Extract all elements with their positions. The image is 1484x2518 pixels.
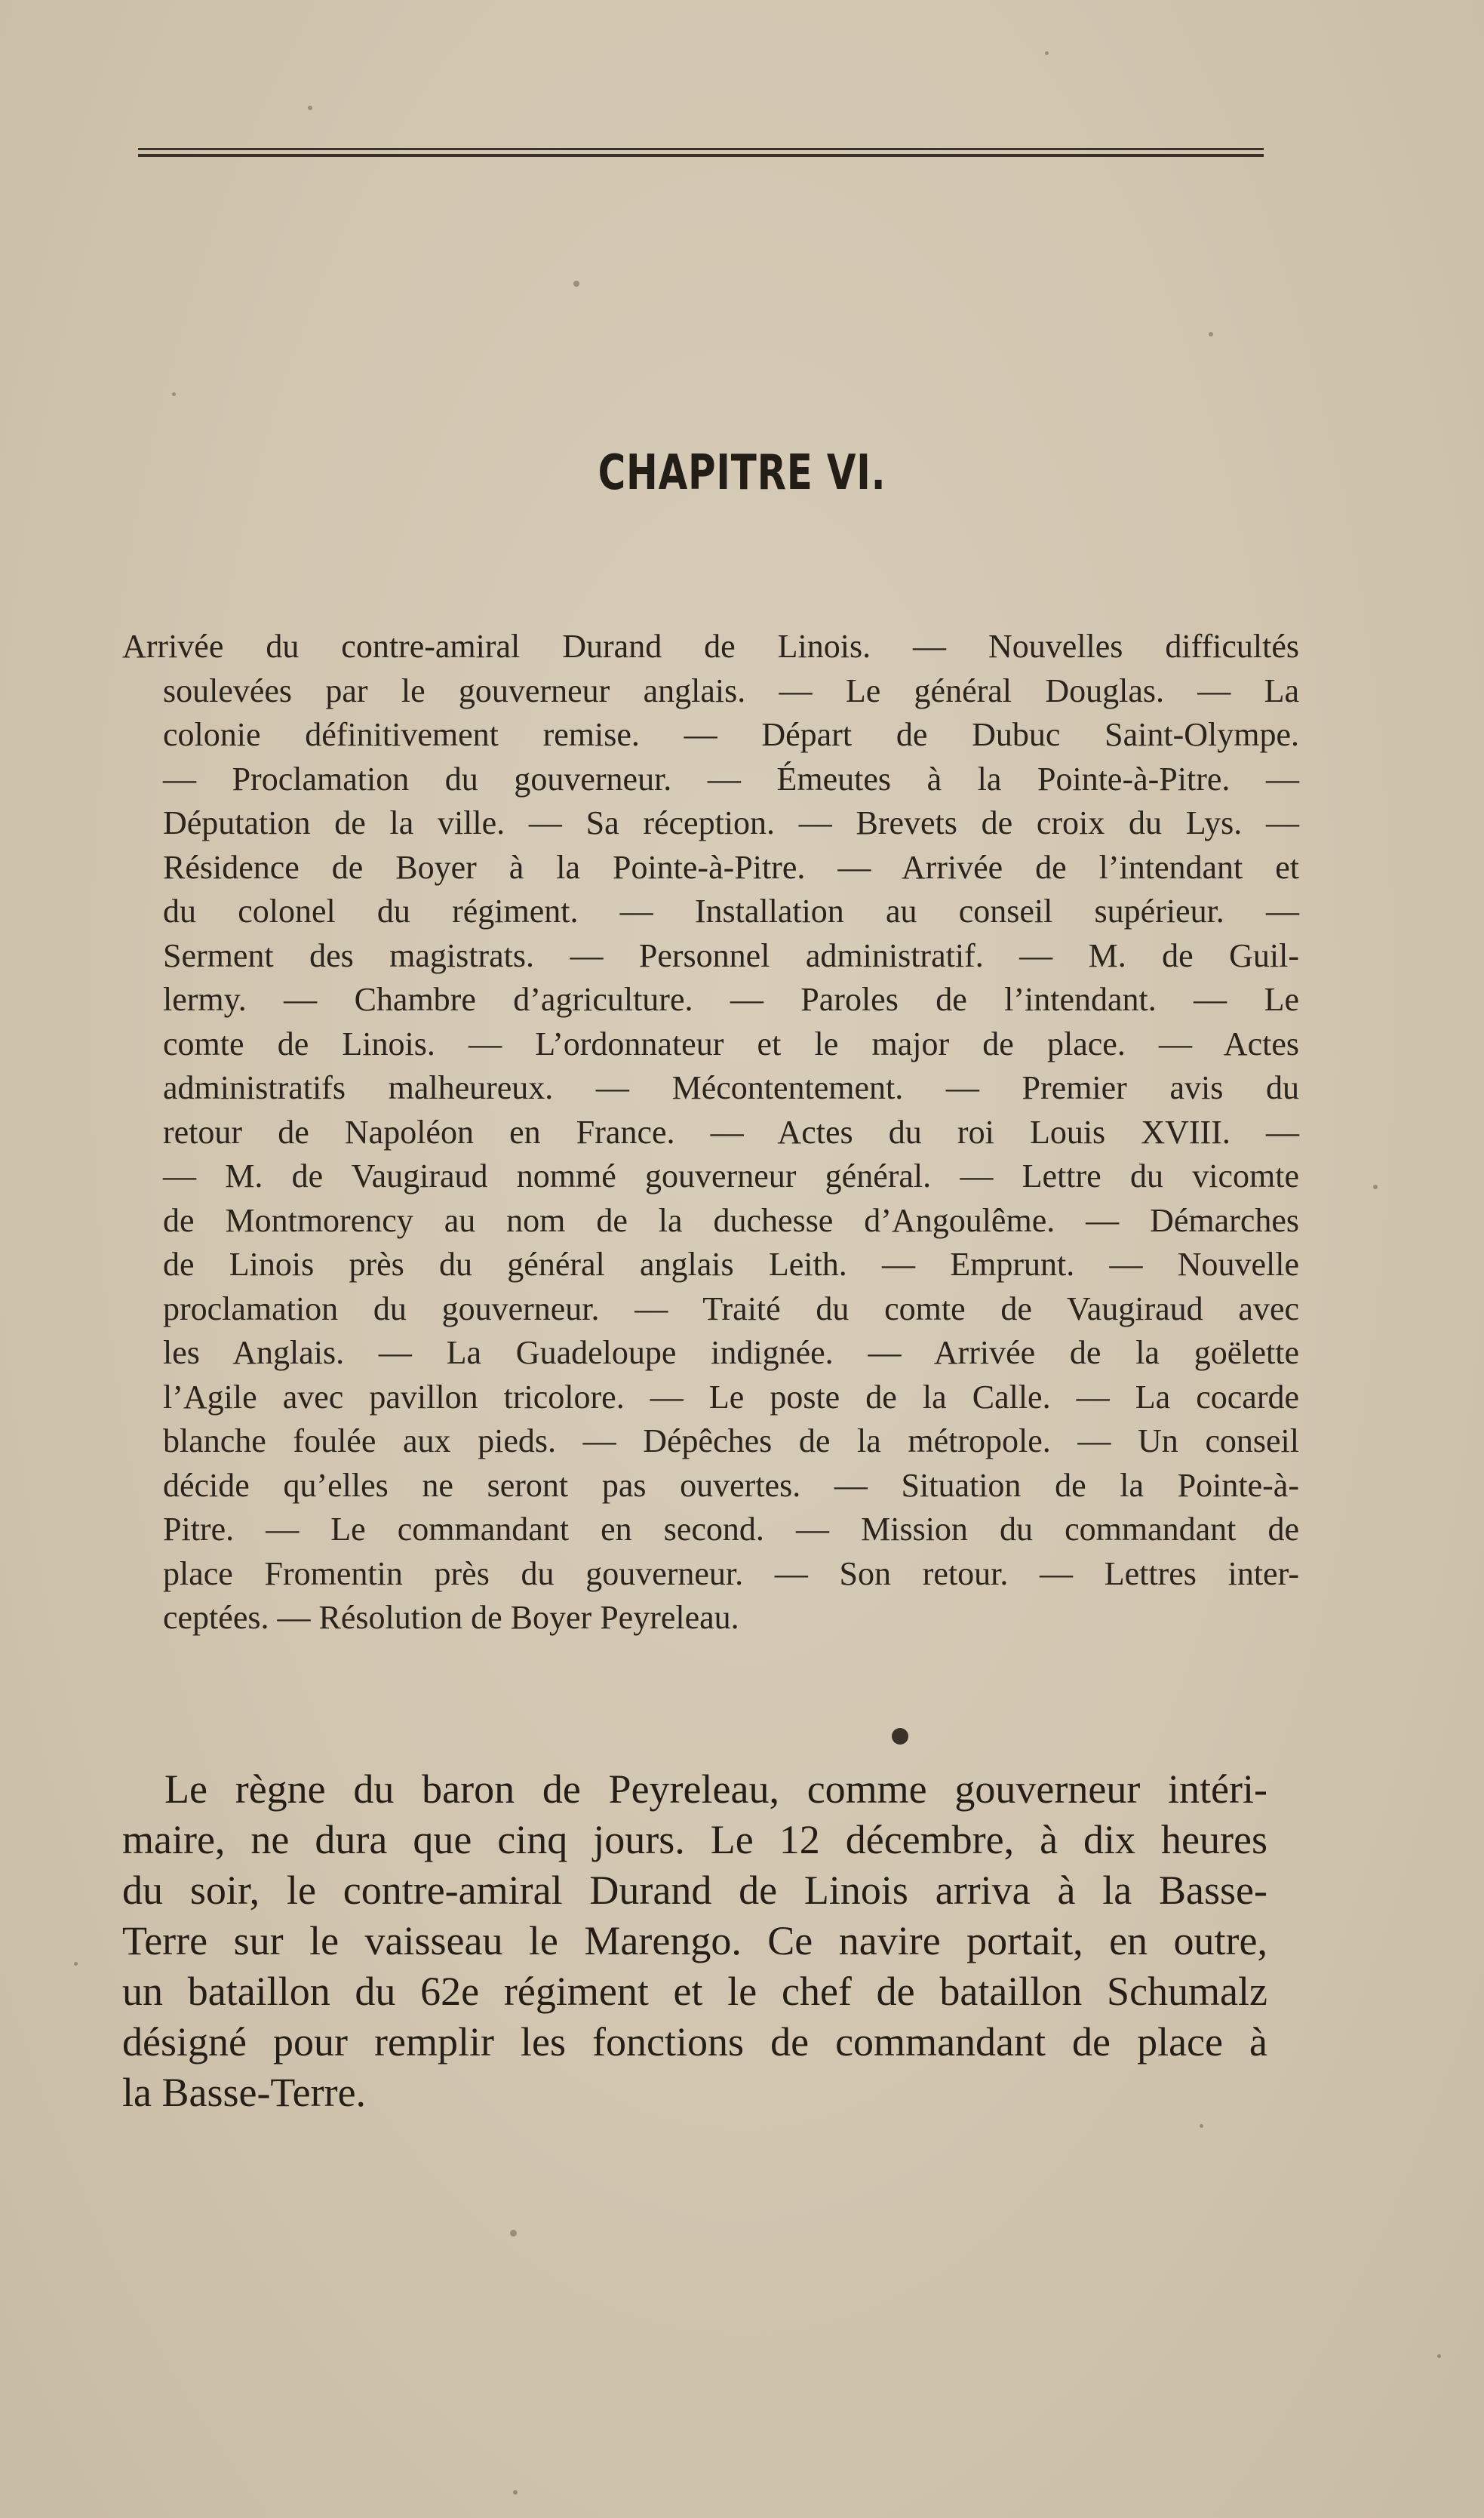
paper-speck [1373,1185,1378,1189]
paper-speck [1045,51,1049,55]
summary-line: Pitre. — Le commandant en second. — Mission du commandant de [163,1511,1299,1548]
summary-line: administratifs malheureux. — Mécontentement. — Premier avis du [163,1069,1299,1106]
summary-line: place Fromentin près du gouverneur. — Son retour. — Lettres inter- [163,1554,1299,1592]
section-ornament-dot [892,1728,908,1745]
paper-speck [308,106,312,110]
summary-line: colonie définitivement remise. — Départ de Dubuc Saint-Olympe. [163,716,1299,753]
body-line: désigné pour remplir les fonctions de commandant de place à [122,2019,1267,2065]
summary-line: les Anglais. — La Guadeloupe indignée. — Arrivée de la goëlette [163,1334,1299,1371]
chapter-summary [122,625,1299,1640]
body-line: Le règne du baron de Peyreleau, comme gouverneur intéri- [164,1766,1267,1812]
summary-line: ceptées. — Résolution de Boyer Peyreleau. [163,1599,739,1636]
summary-line: blanche foulée aux pieds. — Dépêches de la métropole. — Un conseil [163,1422,1299,1459]
summary-line: du colonel du régiment. — Installation au conseil supérieur. — [163,893,1299,930]
paper-speck [172,392,176,396]
body-line: du soir, le contre-amiral Durand de Linois arriva à la Basse- [122,1868,1267,1913]
paper-speck [510,2230,517,2237]
paper-speck [74,1962,78,1966]
summary-line: Serment des magistrats. — Personnel administratif. — M. de Guil- [163,936,1299,974]
summary-line: Résidence de Boyer à la Pointe-à-Pitre. — Arrivée de l’intendant et [163,848,1299,886]
summary-line: lermy. — Chambre d’agriculture. — Paroles de l’intendant. — Le [163,981,1299,1018]
summary-line: — Proclamation du gouverneur. — Émeutes à la Pointe-à-Pitre. — [163,760,1299,798]
paper-speck [573,281,579,287]
summary-line: Députation de la ville. — Sa réception. — Brevets de croix du Lys. — [163,804,1299,841]
summary-line: comte de Linois. — L’ordonnateur et le major de place. — Actes [163,1025,1299,1062]
body-line: maire, ne dura que cinq jours. Le 12 décembre, à dix heures [122,1817,1267,1862]
paper-speck [513,2490,518,2495]
summary-line: de Linois près du général anglais Leith. — Emprunt. — Nouvelle [163,1246,1299,1283]
body-line: Terre sur le vaisseau le Marengo. Ce navire portait, en outre, [122,1918,1267,1963]
summary-line: proclamation du gouverneur. — Traité du comte de Vaugiraud avec [163,1290,1299,1327]
header-double-rule [138,148,1264,158]
rule-line-thick [138,154,1264,157]
summary-line: — M. de Vaugiraud nommé gouverneur général. — Lettre du vicomte [163,1158,1299,1194]
summary-line: Arrivée du contre-amiral Durand de Linois. — Nouvelles difficultés [122,628,1299,665]
summary-line: retour de Napoléon en France. — Actes du roi Louis XVIII. — [163,1113,1299,1151]
summary-line: décide qu’elles ne seront pas ouvertes. — Situation de la Pointe-à- [163,1466,1299,1504]
body-line: la Basse-Terre. [122,2070,367,2115]
summary-line: l’Agile avec pavillon tricolore. — Le poste de la Calle. — La cocarde [163,1378,1299,1416]
summary-line: de Montmorency au nom de la duchesse d’Angoulême. — Démarches [163,1201,1299,1239]
chapter-title: CHAPITRE VI. [598,445,886,501]
rule-line-thin [138,148,1264,150]
paper-speck [1209,332,1213,337]
paper-speck [1437,2354,1441,2358]
body-paragraph [122,1764,1267,2118]
paper-speck [1200,2124,1203,2128]
body-line: un bataillon du 62e régiment et le chef de bataillon Schumalz [122,1969,1267,2014]
summary-line: soulevées par le gouverneur anglais. — Le général Douglas. — La [163,672,1299,709]
